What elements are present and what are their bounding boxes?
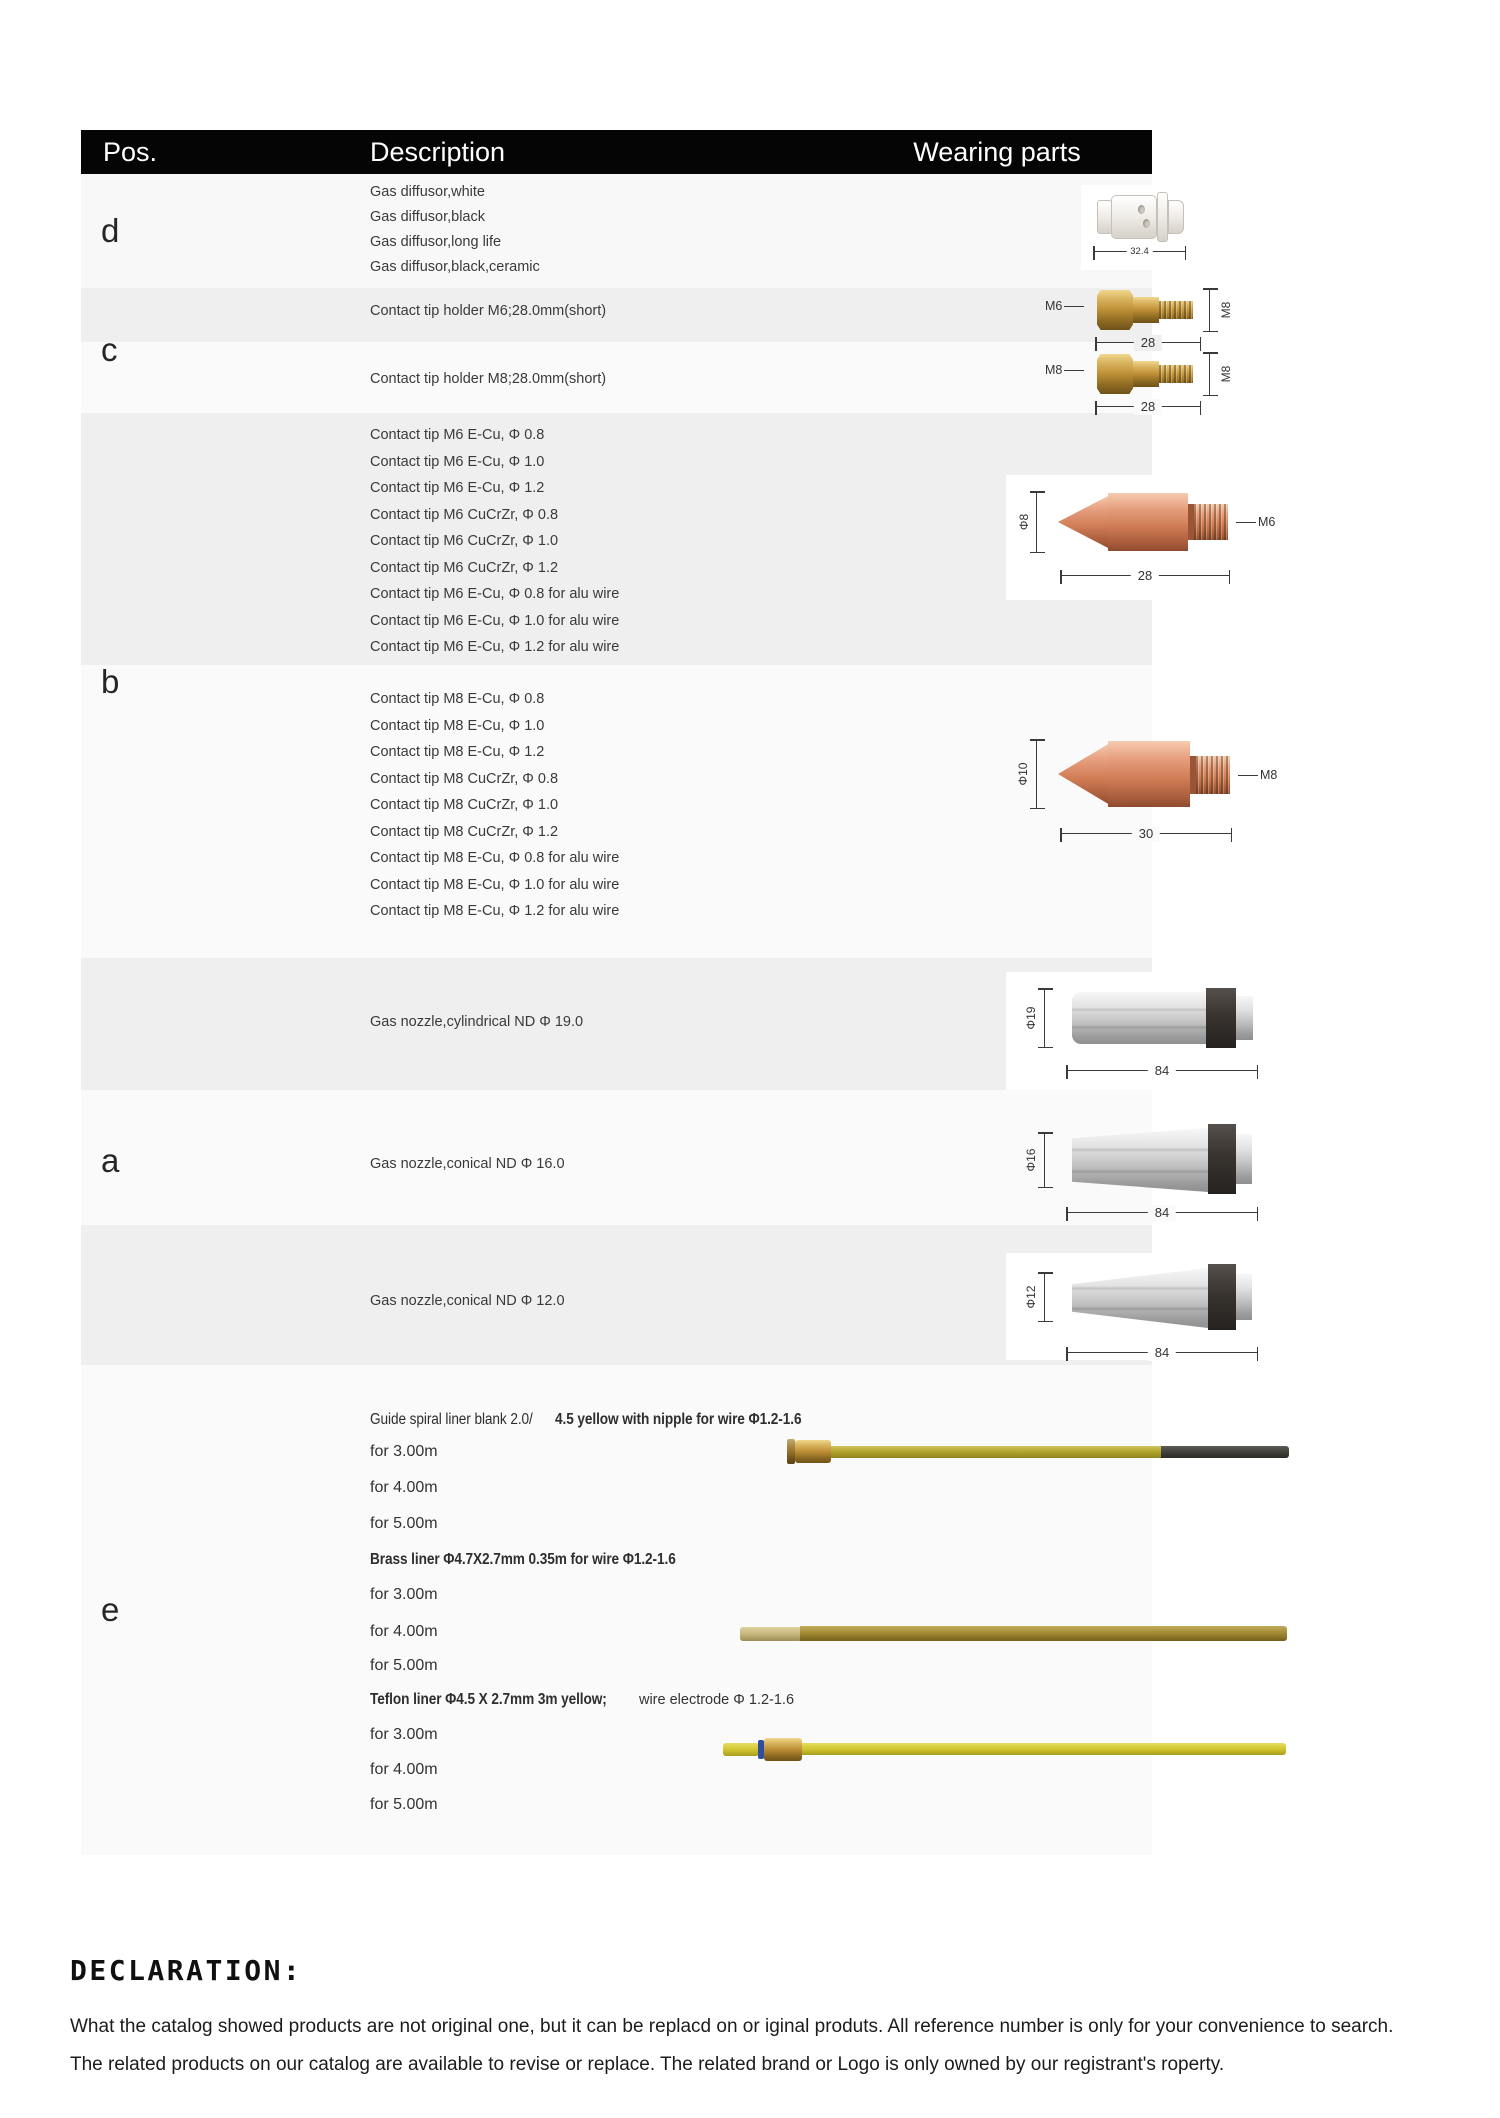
declaration-title: DECLARATION: (70, 1954, 303, 1987)
nozzle-collar (1236, 1274, 1252, 1320)
liner-tube-brass (800, 1626, 1287, 1641)
dimension-label: Φ8 (1017, 513, 1031, 531)
thread-callout (1045, 299, 1086, 313)
nozzle-body (1072, 992, 1206, 1044)
description-line: Contact tip M6 E-Cu, Φ 0.8 for alu wire (370, 586, 620, 602)
title-segment: Teflon liner Φ4.5 X 2.7mm 3m yellow; (370, 1691, 607, 1708)
thread-label: M6 (1045, 299, 1063, 313)
dimension-label: M8 (1219, 365, 1233, 383)
dimension-label: 28 (1134, 399, 1162, 415)
description-line: Contact tip M8 E-Cu, Φ 1.0 for alu wire (370, 876, 620, 893)
table-header-row (81, 130, 1152, 174)
liner-tip (740, 1627, 802, 1641)
liner-option: for 5.00m (370, 1657, 438, 1674)
leader-line (1064, 370, 1084, 371)
row-a1 (81, 958, 1152, 1090)
leader-line (1064, 306, 1084, 307)
brass-liner-image (701, 1620, 1301, 1650)
gas-diffusor-drawing (1081, 185, 1231, 270)
guide-spiral-liner-image (721, 1430, 1301, 1470)
description-line: Contact tip M6 CuCrZr, Φ 1.2 (370, 559, 559, 576)
diameter-dimension (1024, 988, 1045, 1048)
thread-stud (1159, 365, 1193, 383)
row-a2 (81, 1090, 1152, 1225)
thread-callout (1045, 363, 1086, 377)
diameter-dimension (1017, 491, 1037, 553)
column-header-pos: Pos. (103, 137, 158, 167)
description-line: Contact tip M8 E-Cu, Φ 1.0 (370, 717, 545, 734)
teflon-liner-image (701, 1730, 1301, 1766)
description-line: Contact tip holder M8;28.0mm(short) (370, 371, 607, 387)
diffusor-cap (1168, 200, 1184, 234)
gas-nozzle-conical12-drawing (1006, 1228, 1386, 1368)
thread-label: M8 (1045, 363, 1063, 377)
dimension-label: 28 (1134, 335, 1162, 351)
pos-letter-c: c (101, 331, 118, 368)
dimension-label: 32.4 (1126, 246, 1153, 258)
liner-option: for 5.00m (370, 1796, 438, 1813)
description-line: Contact tip M6 CuCrZr, Φ 0.8 (370, 506, 559, 523)
description-line: Contact tip M8 E-Cu, Φ 1.2 (370, 744, 545, 760)
row-c1 (81, 288, 1152, 342)
description-line: Contact tip M6 CuCrZr, Φ 1.0 (370, 533, 559, 549)
thread-stud (1194, 504, 1228, 540)
liner-tube-yellow (831, 1446, 1161, 1458)
contact-tip-m8-drawing (1006, 725, 1376, 855)
description-line: Contact tip M6 E-Cu, Φ 0.8 (370, 427, 545, 443)
liner-group-title (370, 1688, 794, 1712)
dimension-label: 84 (1148, 1345, 1176, 1361)
contact-tip-m6-drawing (1006, 475, 1376, 600)
description-line: Contact tip M8 CuCrZr, Φ 1.2 (370, 823, 559, 840)
contact-tip-holder-m6-drawing (1031, 286, 1311, 356)
description-line: Gas diffusor,white (370, 184, 485, 200)
diameter-dimension (1024, 1132, 1045, 1188)
dimension-label: 28 (1131, 568, 1159, 584)
pos-letter-e: e (101, 1591, 120, 1628)
description-line: Gas nozzle,cylindrical ND Φ 19.0 (370, 1014, 584, 1030)
liner-stub (723, 1743, 759, 1756)
liner-option: for 5.00m (370, 1515, 438, 1532)
description-line: Gas nozzle,conical ND Φ 12.0 (370, 1293, 565, 1309)
tip-cone (1058, 743, 1110, 805)
length-dimension (1095, 399, 1201, 414)
description-line: Contact tip M8 E-Cu, Φ 0.8 for alu wire (370, 850, 620, 866)
gas-hole (1138, 205, 1145, 214)
liner-nipple (795, 1440, 831, 1463)
declaration-paragraph: The related products on our catalog are available to revise or replace. The related brand or Logo is only owned by our registrant's roperty. (70, 2054, 1225, 2075)
thread-callout (1234, 515, 1275, 529)
liner-option: for 3.00m (370, 1443, 438, 1460)
description-line: Contact tip M8 E-Cu, Φ 1.2 for alu wire (370, 903, 620, 919)
dimension-label: 84 (1148, 1205, 1176, 1221)
description-line: Contact tip M8 E-Cu, Φ 0.8 (370, 691, 545, 707)
liner-option: for 4.00m (370, 1761, 438, 1778)
row-d-descriptions (370, 180, 540, 280)
description-line: Gas diffusor,black (370, 209, 485, 225)
holder-shank (1133, 361, 1159, 387)
length-dimension (1095, 335, 1201, 350)
nozzle-insulator-band (1206, 988, 1236, 1048)
liner-option: for 4.00m (370, 1623, 438, 1640)
parts-table (81, 130, 1278, 1855)
length-dimension (1066, 1345, 1258, 1360)
thread-label: M8 (1260, 768, 1278, 782)
row-c2 (81, 342, 1152, 413)
dimension-label: Φ16 (1024, 1148, 1038, 1172)
length-dimension (1060, 826, 1232, 841)
hex-nut (1097, 290, 1133, 330)
thread-callout (1236, 768, 1277, 782)
diffusor-body (1111, 195, 1157, 239)
description-line: Gas diffusor,black,ceramic (370, 259, 540, 275)
description-line: Gas diffusor,long life (370, 234, 502, 250)
length-dimension (1066, 1205, 1258, 1220)
description-line: Contact tip M8 CuCrZr, Φ 0.8 (370, 770, 559, 787)
dimension-label: M8 (1219, 301, 1233, 319)
liner-option: for 3.00m (370, 1726, 438, 1743)
declaration-paragraph: What the catalog showed products are not original one, but it can be replacd on or iginal produts. All reference number is only for your convenience to search. (70, 2016, 1394, 2037)
row-b-m8-descriptions (370, 686, 619, 925)
liner-option: for 3.00m (370, 1586, 438, 1603)
liner-group-title (370, 1548, 717, 1572)
diameter-dimension (1016, 739, 1037, 809)
hex-nut (1097, 354, 1133, 394)
liner-tube-end (1161, 1446, 1289, 1458)
holder-shank (1133, 297, 1159, 323)
column-header-wearing-parts: Wearing parts (913, 137, 1081, 167)
dimension-label: 84 (1148, 1063, 1176, 1079)
description-line: Contact tip M6 E-Cu, Φ 1.2 (370, 480, 545, 496)
description-line: Gas nozzle,conical ND Φ 16.0 (370, 1156, 565, 1172)
liner-nipple-ring (787, 1439, 795, 1464)
thread-label: M6 (1258, 515, 1276, 529)
thread-stud (1159, 301, 1193, 319)
dimension-label: Φ10 (1016, 762, 1030, 786)
description-line: Contact tip M6 E-Cu, Φ 1.0 (370, 453, 545, 470)
length-dimension (1066, 1063, 1258, 1078)
length-dimension (1093, 246, 1186, 257)
description-line: Contact tip M6 E-Cu, Φ 1.0 for alu wire (370, 612, 620, 629)
liner-connector (764, 1738, 802, 1761)
contact-tip-holder-m8-drawing (1031, 350, 1311, 420)
vertical-dimension (1209, 288, 1233, 332)
tip-body (1108, 741, 1190, 807)
nozzle-collar (1236, 1134, 1252, 1184)
dimension-label: Φ19 (1024, 1006, 1038, 1030)
pos-letter-a: a (101, 1142, 120, 1179)
description-line: Contact tip M6 E-Cu, Φ 1.2 for alu wire (370, 639, 620, 655)
pos-letter-b: b (101, 663, 120, 700)
gas-nozzle-conical16-drawing (1006, 1092, 1386, 1227)
row-b-m6-descriptions (370, 422, 619, 661)
tip-body (1108, 493, 1188, 551)
pos-letter-d: d (101, 212, 120, 249)
column-header-description: Description (370, 137, 506, 167)
diffusor-flange (1097, 200, 1112, 234)
gas-nozzle-cylindrical-drawing (1006, 962, 1386, 1090)
liner-group-title (370, 1408, 835, 1432)
liner-option: for 4.00m (370, 1479, 438, 1496)
thread-stud (1196, 756, 1230, 794)
liner-tube-teflon (802, 1743, 1286, 1755)
nozzle-collar (1236, 996, 1253, 1040)
dimension-label: 30 (1132, 826, 1160, 842)
nozzle-insulator-band (1208, 1124, 1236, 1194)
row-d (81, 174, 1152, 288)
leader-line (1238, 775, 1258, 776)
dimension-label: Φ12 (1024, 1285, 1038, 1309)
title-segment: Guide spiral liner blank 2.0/ (370, 1411, 533, 1428)
vertical-dimension (1209, 352, 1233, 396)
description-line: Contact tip M8 CuCrZr, Φ 1.0 (370, 797, 559, 813)
length-dimension (1060, 568, 1230, 583)
diameter-dimension (1024, 1272, 1045, 1322)
diffusor-collar (1157, 192, 1168, 242)
nozzle-body (1072, 1128, 1208, 1192)
title-segment: Brass liner Φ4.7X2.7mm 0.35m for wire Φ1.2-1.6 (370, 1551, 676, 1568)
leader-line (1236, 522, 1256, 523)
title-segment: 4.5 yellow with nipple for wire Φ1.2-1.6 (554, 1411, 802, 1428)
title-segment: wire electrode Φ 1.2-1.6 (638, 1692, 795, 1708)
nozzle-insulator-band (1208, 1264, 1236, 1330)
description-line: Contact tip holder M6;28.0mm(short) (370, 303, 607, 319)
row-a3 (81, 1225, 1152, 1365)
gas-hole (1143, 219, 1150, 228)
